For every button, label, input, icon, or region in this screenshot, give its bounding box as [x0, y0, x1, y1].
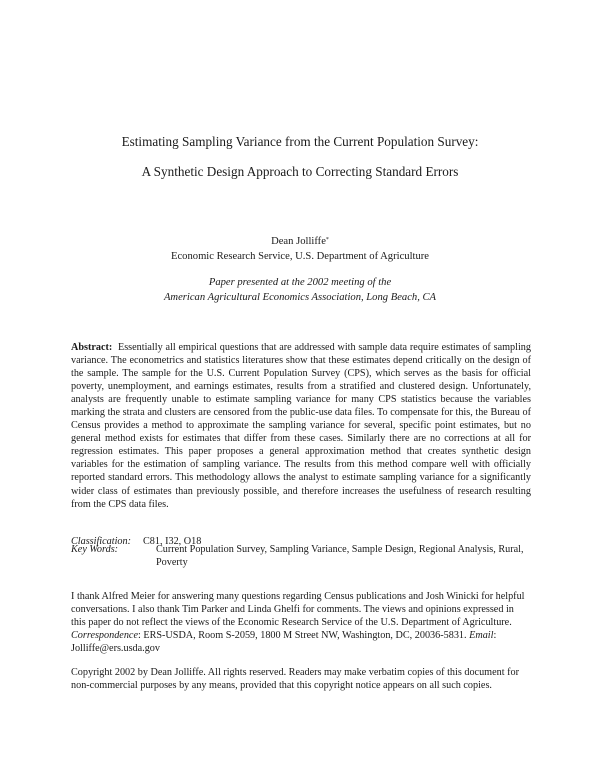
keywords-label: Key Words:: [71, 544, 119, 555]
keywords-value: Current Population Survey, Sampling Variance, Sample Design, Regional Analysis, Rural, Poverty: [156, 544, 524, 568]
copyright-paragraph: Copyright 2002 by Dean Jolliffe. All rights reserved. Readers may make verbatim copies of this document for non-commercial purposes by any means, provided that this copyright notice appears on all such copies.: [71, 667, 519, 692]
correspondence-label: Correspondence: [71, 630, 138, 642]
author-name: Dean Jolliffe: [271, 236, 326, 247]
author-line: [0, 235, 600, 248]
acknowledgment-paragraph: [71, 590, 531, 655]
title-line-1: Estimating Sampling Variance from the Current Population Survey:: [121, 134, 479, 149]
presented-line-1: Paper presented at the 2002 meeting of the: [208, 277, 392, 288]
acknowledgment-text: I thank Alfred Meier for answering many questions regarding Census publications and Josh Winicki for helpful conversations. I also thank Tim Parker and Linda Ghelfi for comments. The views and opinions expressed in this paper do not reflect the views of the Economic Research Service of the U.S. Department of Agriculture.: [71, 591, 525, 629]
author-affiliation: Economic Research Service, U.S. Department of Agriculture: [171, 251, 429, 262]
email-label: Email: [469, 630, 494, 642]
classification-value: C81, I32, O18: [143, 536, 202, 547]
correspondence-address: : ERS-USDA, Room S-2059, 1800 M Street NW, Washington, DC, 20036-5831.: [137, 630, 470, 642]
abstract-text: Essentially all empirical questions that are addressed with sample data require estimates of sampling variance. The econometrics and statistics literatures show that these estimates depend critically on the design of the sample. The sample for the U.S. Current Population Survey (CPS), which serves as the basis for official poverty, unemployment, and earnings estimates, results from a stratified and clustered design. Unfortunately, analysts are frequently unable to estimate sampling variance for many CPS statistics because the variables marking the strata and clusters are censored from the public-use data files. To compensate for this, the Bureau of Census provides a method to approximate the sampling variance for several, specific point estimates, but no general method exists for estimates that differ from these cases. Similarly there are no corrections at all for regression estimates. This paper proposes a general approximation method that creates synthetic design variables for the estimation of sampling variance. The results from this method compare well with officially reported standard errors. This methodology allows the analyst to estimate sampling variance for a significantly wider class of estimates than previously possible, and therefore increases the usefulness of research resulting from the CPS data files.: [71, 342, 531, 510]
author-footnote-mark: *: [325, 237, 329, 243]
title-line-2: A Synthetic Design Approach to Correcting Standard Errors: [141, 164, 459, 179]
presented-line-2: American Agricultural Economics Association, Long Beach, CA: [163, 292, 437, 303]
email-address: : Jolliffe@ers.usda.gov: [71, 630, 497, 655]
classification-label: Classification:: [71, 536, 131, 547]
abstract-paragraph: [71, 341, 531, 511]
abstract-label: Abstract:: [71, 342, 113, 353]
